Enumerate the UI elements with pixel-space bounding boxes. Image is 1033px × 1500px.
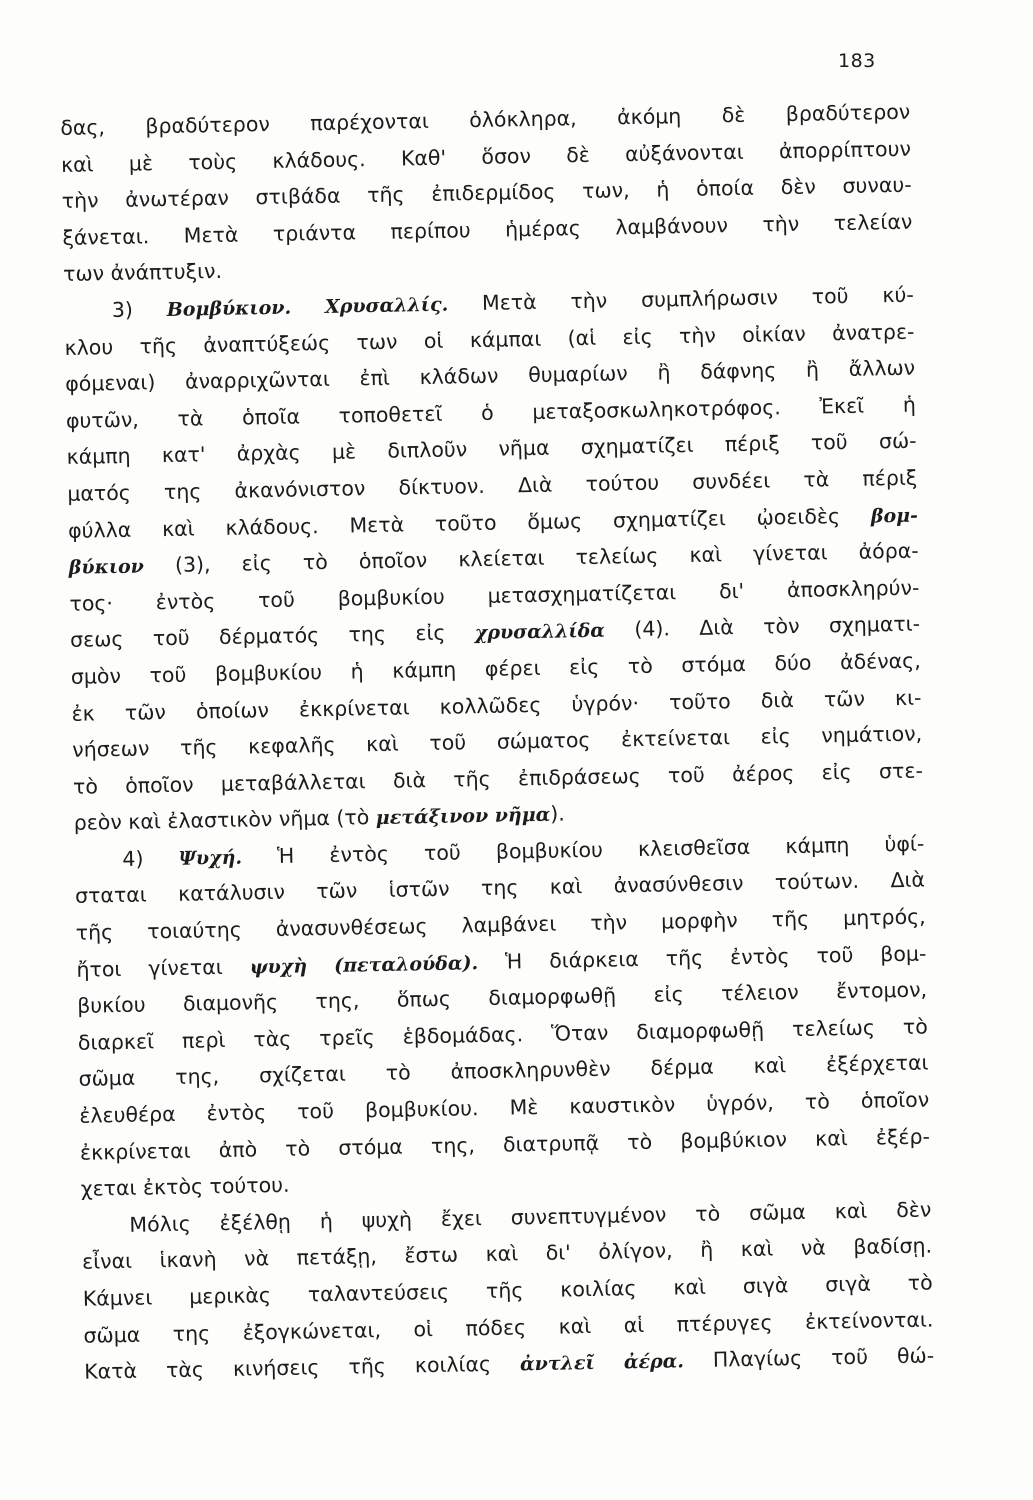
text-run: τῆς τοιαύτης ἀνασυνθέσεως λαμβάνει τὴν μορφὴν τῆς μητρός, bbox=[75, 904, 926, 945]
text-run: σῶμα της ἐξογκώνεται, οἱ πόδες καὶ αἱ πτέρυγες ἐκτείνονται. bbox=[83, 1307, 934, 1348]
text-run: 3) bbox=[111, 296, 167, 323]
text-run: ξάνεται. Μετὰ τριάντα περίπου ἡμέρας λαμβάνουν τὴν τελείαν bbox=[62, 209, 913, 250]
text-run: δας, βραδύτερον παρέχονται ὁλόκληρα, ἀκόμη δὲ βραδύτερον bbox=[60, 99, 911, 140]
text-run: ρεὸν καὶ ἐλαστικὸν νῆμα (τὸ bbox=[73, 805, 377, 836]
text-run: φόμεναι) ἀναρριχῶνται ἐπὶ κλάδων θυμαρίων ἢ δάφνης ἢ ἄλλων bbox=[65, 355, 916, 397]
italic-term: βομ- bbox=[870, 504, 919, 528]
text-run: ἐκκρίνεται ἀπὸ τὸ στόμα της, διατρυπᾷ τὸ βομβύκιον καὶ ἐξέρ- bbox=[79, 1124, 931, 1165]
text-run: φυτῶν, τὰ ὁποῖα τοποθετεῖ ὁ μεταξοσκωληκοτρόφος. Ἐκεῖ ἡ bbox=[65, 392, 917, 433]
text-run: (4). Διὰ τὸν σχηματι- bbox=[604, 611, 921, 642]
text-run: κλου τῆς ἀναπτύξεώς των οἱ κάμπαι (αἱ εἰς τὴν οἰκίαν ἀνατρε- bbox=[64, 319, 915, 360]
text-run: καὶ μὲ τοὺς κλάδους. Καθ' ὅσον δὲ αὐξάνονται ἀπορρίπτουν bbox=[60, 136, 912, 177]
text-run: Ἡ διάρκεια τῆς ἐντὸς τοῦ βομ- bbox=[477, 941, 927, 974]
italic-term: Ψυχή. bbox=[178, 846, 243, 870]
text-run: σμὸν τοῦ βομβυκίου ἡ κάμπη φέρει εἰς τὸ στόμα δύο ἀδένας, bbox=[70, 648, 921, 689]
text-run: Κατὰ τὰς κινήσεις τῆς κοιλίας bbox=[84, 1351, 521, 1384]
text-run: διαρκεῖ περὶ τὰς τρεῖς ἑβδομάδας. Ὅταν διαμορφωθῇ τελείως τὸ bbox=[77, 1014, 928, 1055]
text-run: ἐλευθέρα ἐντὸς τοῦ βομβυκίου. Μὲ καυστικὸν ὑγρόν, τὸ ὁποῖον bbox=[79, 1087, 930, 1128]
italic-term: ἀντλεῖ ἀέρα. bbox=[519, 1350, 685, 1376]
text-run: ). bbox=[550, 801, 566, 826]
text-run: κάμπη κατ' ἀρχὰς μὲ διπλοῦν νῆμα σχηματίζει πέριξ τοῦ σώ- bbox=[66, 428, 917, 470]
text-run: ματός της ἀκανόνιστον δίκτυον. Διὰ τούτου συνδέει τὰ πέριξ bbox=[67, 465, 918, 506]
italic-term: χρυσαλλίδα bbox=[474, 619, 606, 645]
text-run: τος· ἐντὸς τοῦ βομβυκίου μετασχηματίζεται δι' ἀποσκληρύν- bbox=[69, 575, 920, 616]
text-run: τὸ ὁποῖον μεταβάλλεται διὰ τῆς ἐπιδράσεως τοῦ ἀέρος εἰς στε- bbox=[72, 758, 924, 799]
text-run: χεται ἐκτὸς τούτου. bbox=[80, 1173, 290, 1202]
text-run: φύλλα καὶ κλάδους. Μετὰ τοῦτο ὅμως σχηματίζει ᾠοειδὲς bbox=[67, 503, 872, 543]
text-run: τὴν ἀνωτέραν στιβάδα τῆς ἐπιδερμίδος των, ἡ ὁποία δὲν συναυ- bbox=[61, 172, 912, 214]
text-run: ἐκ τῶν ὁποίων ἐκκρίνεται κολλῶδες ὑγρόν· τοῦτο διὰ τῶν κι- bbox=[71, 685, 922, 726]
text-run: των ἀνάπτυξιν. bbox=[62, 259, 223, 287]
italic-term: βύκιον bbox=[68, 555, 145, 580]
text-run: (3), εἰς τὸ ὁποῖον κλείεται τελείως καὶ γίνεται ἀόρα- bbox=[143, 538, 919, 578]
text-run: βυκίου διαμονῆς της, ὅπως διαμορφωθῇ εἰς τέλειον ἔντομον, bbox=[76, 977, 928, 1019]
text-run: σῶμα της, σχίζεται τὸ ἀποσκληρυνθὲν δέρμα καὶ ἐξέρχεται bbox=[78, 1050, 929, 1092]
text-run: 4) bbox=[122, 845, 179, 871]
page-number: 183 bbox=[838, 50, 876, 72]
text-run: Πλαγίως τοῦ θώ- bbox=[683, 1343, 935, 1373]
italic-term: Βομβύκιον. Χρυσαλλίς. bbox=[166, 293, 449, 321]
italic-term: ψυχὴ (πεταλούδα). bbox=[249, 951, 479, 979]
text-run: σταται κατάλυσιν τῶν ἱστῶν της καὶ ἀνασύνθεσιν τούτων. Διὰ bbox=[74, 868, 926, 909]
text-run: ἤτοι γίνεται bbox=[76, 954, 250, 982]
body-text bbox=[60, 94, 934, 1391]
text-run: νήσεων τῆς κεφαλῆς καὶ τοῦ σώματος ἐκτείνεται εἰς νημάτιον, bbox=[72, 721, 923, 762]
text-run: Μόλις ἐξέλθῃ ἡ ψυχὴ ἔχει συνεπτυγμένον τὸ σῶμα καὶ δὲν bbox=[129, 1197, 932, 1237]
text-run: Κάμνει μερικὰς ταλαντεύσεις τῆς κοιλίας καὶ σιγὰ σιγὰ τὸ bbox=[82, 1270, 933, 1311]
text-run: σεως τοῦ δέρματός της εἰς bbox=[69, 620, 476, 653]
text-run: εἶναι ἱκανὴ νὰ πετάξῃ, ἔστω καὶ δι' ὀλίγον, ἢ καὶ νὰ βαδίσῃ. bbox=[81, 1233, 933, 1275]
text-run: Μετὰ τὴν συμπλήρωσιν τοῦ κύ- bbox=[447, 282, 914, 316]
text-run: Ἡ ἐντὸς τοῦ βομβυκίου κλεισθεῖσα κάμπη ὑφί- bbox=[241, 831, 925, 869]
italic-term: μετάξινον νῆμα bbox=[375, 804, 551, 830]
